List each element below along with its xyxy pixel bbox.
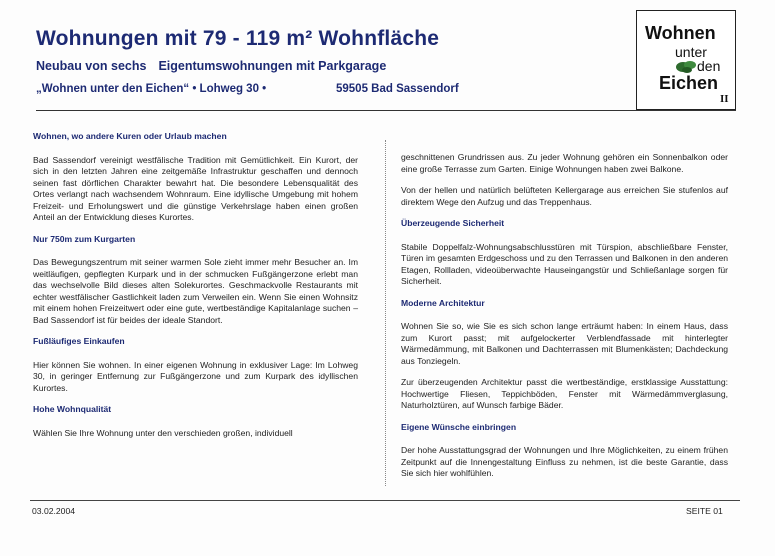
logo-line-3: den (697, 58, 721, 74)
section-heading: Fußläufiges Einkaufen (33, 336, 125, 346)
subtitle-left: Neubau von sechs (36, 59, 147, 73)
subtitle-right: Eigentumswohnungen mit Parkgarage (158, 59, 387, 73)
section-text: Wählen Sie Ihre Wohnung unter den verschieden großen, individuell (33, 427, 293, 438)
right-column (401, 152, 728, 490)
logo (636, 10, 736, 110)
section-text: Wohnen Sie so, wie Sie es sich schon lange erträumt haben: In einem Haus, dass zum Kurort passt; mit aufgelockerter Verblendfassade mit hinterlegter Wärmedämmung, mit Balkonen und Dachterrassen mit Blumenkästen; Dachdeckung aus Tonziegeln. (401, 321, 728, 366)
section-heading: Nur 750m zum Kurgarten (33, 233, 136, 244)
section-text: Von der hellen und natürlich belüfteten Kellergarage aus erreichen Sie stufenlos auf direktem Wege den Aufzug und das Treppenhaus. (401, 185, 728, 207)
logo-line-1: Wohnen (645, 23, 716, 43)
logo-line-5: II (720, 93, 729, 105)
logo-line-4: Eichen (659, 73, 719, 93)
section-heading: Überzeugende Sicherheit (401, 218, 505, 228)
section-heading: Eigene Wünsche einbringen (401, 421, 517, 432)
footer-divider (30, 500, 740, 501)
address-street: „Wohnen unter den Eichen“ • Lohweg 30 • (36, 83, 267, 95)
logo-line-2: unter (675, 44, 707, 60)
section-text: Stabile Doppelfalz-Wohnungsabschlusstüren mit Türspion, abschließbare Fenster, Türen im gesamten Erdgeschoss und zu den Terrassen und Balkonen in den anderen Etagen, Rollladen, videoüberwachte Hauseingangstür und Schließanlage sorgen für Sicherheit. (401, 241, 728, 286)
subtitle (36, 59, 386, 73)
header-divider (36, 110, 736, 111)
left-column (33, 131, 358, 449)
address-city: 59505 Bad Sassendorf (336, 83, 459, 95)
column-divider (385, 140, 386, 486)
section-text: Bad Sassendorf vereinigt westfälische Tradition mit Gemütlichkeit. Ein Kurort, der sich in den letzten Jahren eine zeitgemäße Infrastruktur geschaffen und dennoch seinen fast dörflichen Charakter bewahrt hat. Die besondere Lebensqualität des Ortes verlangt nach wachsendem Wohnraum. Eine idyllische Umgebung mit hohem Freizeit- und Erholungswert und die günstige Verkehrslage haben einen großen Anteil an der Entwicklung dieses Kurortes. (33, 154, 358, 222)
section-heading: Wohnen, wo andere Kuren oder Urlaub machen (33, 131, 227, 141)
address-line (36, 83, 476, 95)
section-text: Hier können Sie wohnen. In einer eigenen Wohnung in exklusiver Lage: Im Lohweg 30, in geringer Entfernung zur Fußgängerzone und zum Kurpark des idyllischen Kurortes. (33, 359, 358, 393)
page-title: Wohnungen mit 79 - 119 m² Wohnfläche (36, 27, 440, 50)
header (36, 27, 439, 51)
section-heading: Hohe Wohnqualität (33, 404, 112, 414)
page-number: SEITE 01 (686, 506, 723, 516)
section-text: Der hohe Ausstattungsgrad der Wohnungen und Ihre Möglichkeiten, zu einem frühen Zeitpunkt auf die Innengestaltung Einfluss zu nehmen, ist die beste Garantie, dass Sie sich hier wohlfühlen. (401, 445, 728, 478)
section-text: Das Bewegungszentrum mit seiner warmen Sole zieht immer mehr Besucher an. Im weitläufigen, gepflegten Kurpark und in der schmucken Fußgängerzone erlebt man das wechselvolle Bild dieses alten Solekurortes. Geschmackvolle Restaurants mit echter westfälischer Gastlichkeit laden zum Verweilen ein. Wenn Sie einen Wohnsitz mit einem hohen Freizeitwert oder eine gute, wertbeständige Kapitalanlage suchen – Bad Sassendorf ist für beides der ideale Standort. (33, 257, 358, 325)
section-text: Zur überzeugenden Architektur passt die wertbeständige, erstklassige Ausstattung: Hochwertige Fliesen, Teppichböden, Fenster mit Wärmedämmverglasung, Naturholztüren, auf Wunsch farbige Bäder. (401, 377, 728, 410)
section-heading: Moderne Architektur (401, 297, 485, 308)
section-text: geschnittenen Grundrissen aus. Zu jeder Wohnung gehören ein Sonnenbalkon oder eine große Terrasse zum Garten. Einige Wohnungen haben zwei Balkone. (401, 152, 728, 174)
footer-date: 03.02.2004 (32, 506, 76, 516)
